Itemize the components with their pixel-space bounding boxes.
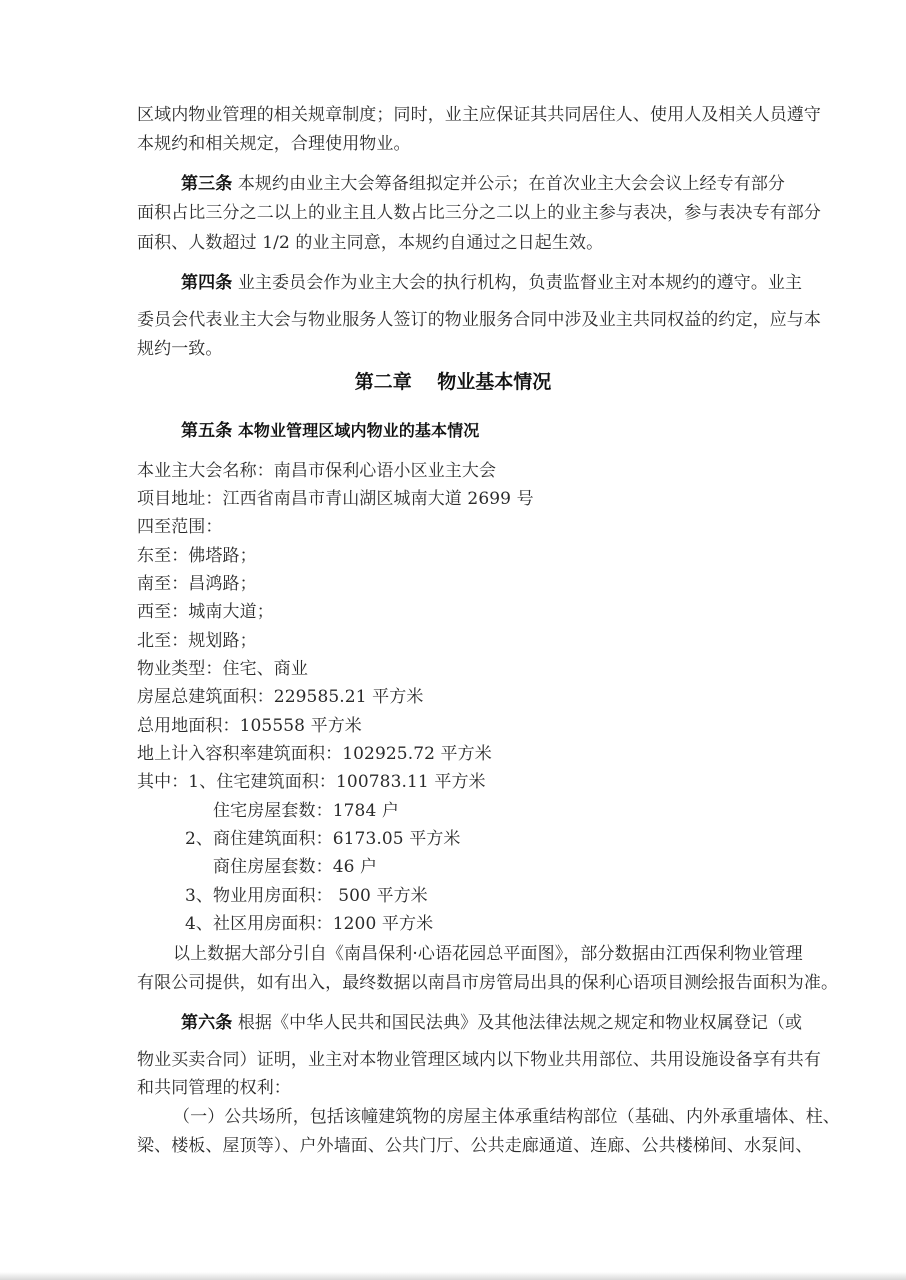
article-6-first-line <box>181 1012 803 1034</box>
article-4-label: 第四条 <box>181 273 233 293</box>
info-line: 东至：佛塔路； <box>137 546 257 566</box>
info-line: 本业主大会名称：南昌市保利心语小区业主大会 <box>137 461 497 481</box>
article-5-line <box>181 420 479 442</box>
info-line: 4、社区用房面积：1200 平方米 <box>185 914 434 934</box>
chapter-heading: 第二章 物业基本情况 <box>354 371 552 393</box>
info-line: 项目地址：江西省南昌市青山湖区城南大道 2699 号 <box>137 489 534 509</box>
article-5-title: 本物业管理区域内物业的基本情况 <box>237 421 480 440</box>
paragraph-line: 梁、楼板、屋顶等）、户外墙面、公共门厅、公共走廊通道、连廊、公共楼梯间、水泵间、 <box>137 1136 813 1156</box>
info-line: 物业类型：住宅、商业 <box>137 659 308 679</box>
info-line: 北至：规划路； <box>137 631 257 651</box>
info-line: 地上计入容积率建筑面积：102925.72 平方米 <box>137 744 492 764</box>
article-4-text: 业主委员会作为业主大会的执行机构，负责监督业主对本规约的遵守。业主 <box>237 273 803 293</box>
paragraph-line: （一）公共场所，包括该幢建筑物的房屋主体承重结构部位（基础、内外承重墙体、柱、 <box>173 1107 840 1127</box>
info-line: 住宅房屋套数：1784 户 <box>213 801 399 821</box>
paragraph-line: 面积占比三分之二以上的业主且人数占比三分之二以上的业主参与表决，参与表决专有部分 <box>137 203 821 223</box>
info-line: 四至范围： <box>137 517 223 537</box>
article-6-text: 根据《中华人民共和国民法典》及其他法律法规之规定和物业权属登记（或 <box>237 1013 803 1033</box>
paragraph-line: 以上数据大部分引自《南昌保利·心语花园总平面图》，部分数据由江西保利物业管理 <box>173 944 803 964</box>
paragraph-line: 本规约和相关规定，合理使用物业。 <box>137 134 411 154</box>
info-line: 西至：城南大道； <box>137 602 274 622</box>
paragraph-line: 区域内物业管理的相关规章制度；同时，业主应保证其共同居住人、使用人及相关人员遵守 <box>137 105 821 125</box>
info-line: 3、物业用房面积： 500 平方米 <box>185 886 428 906</box>
paragraph-line: 和共同管理的权利： <box>137 1078 291 1098</box>
article-3-label: 第三条 <box>181 174 233 194</box>
info-line: 2、商住建筑面积：6173.05 平方米 <box>185 829 461 849</box>
paragraph-line: 面积、人数超过 1/2 的业主同意，本规约自通过之日起生效。 <box>137 233 604 253</box>
article-3-first-line <box>181 173 786 195</box>
paragraph-line: 委员会代表业主大会与物业服务人签订的物业服务合同中涉及业主共同权益的约定，应与本 <box>137 310 821 330</box>
info-line: 南至：昌鸿路； <box>137 574 257 594</box>
article-4-first-line <box>181 272 803 294</box>
article-6-label: 第六条 <box>181 1013 233 1033</box>
info-line: 其中：1、住宅建筑面积：100783.11 平方米 <box>137 772 486 792</box>
info-line: 总用地面积：105558 平方米 <box>137 716 362 736</box>
article-3-text: 本规约由业主大会筹备组拟定并公示；在首次业主大会会议上经专有部分 <box>237 174 786 194</box>
paragraph-line: 规约一致。 <box>137 339 223 359</box>
page-bottom-edge <box>0 1272 906 1280</box>
info-line: 商住房屋套数：46 户 <box>213 857 378 877</box>
paragraph-line: 物业买卖合同）证明，业主对本物业管理区域内以下物业共用部位、共用设施设备享有共有 <box>137 1050 821 1070</box>
article-5-label: 第五条 <box>181 421 233 441</box>
paragraph-line: 有限公司提供，如有出入，最终数据以南昌市房管局出具的保利心语项目测绘报告面积为准。 <box>137 973 839 993</box>
info-line: 房屋总建筑面积：229585.21 平方米 <box>137 687 424 707</box>
